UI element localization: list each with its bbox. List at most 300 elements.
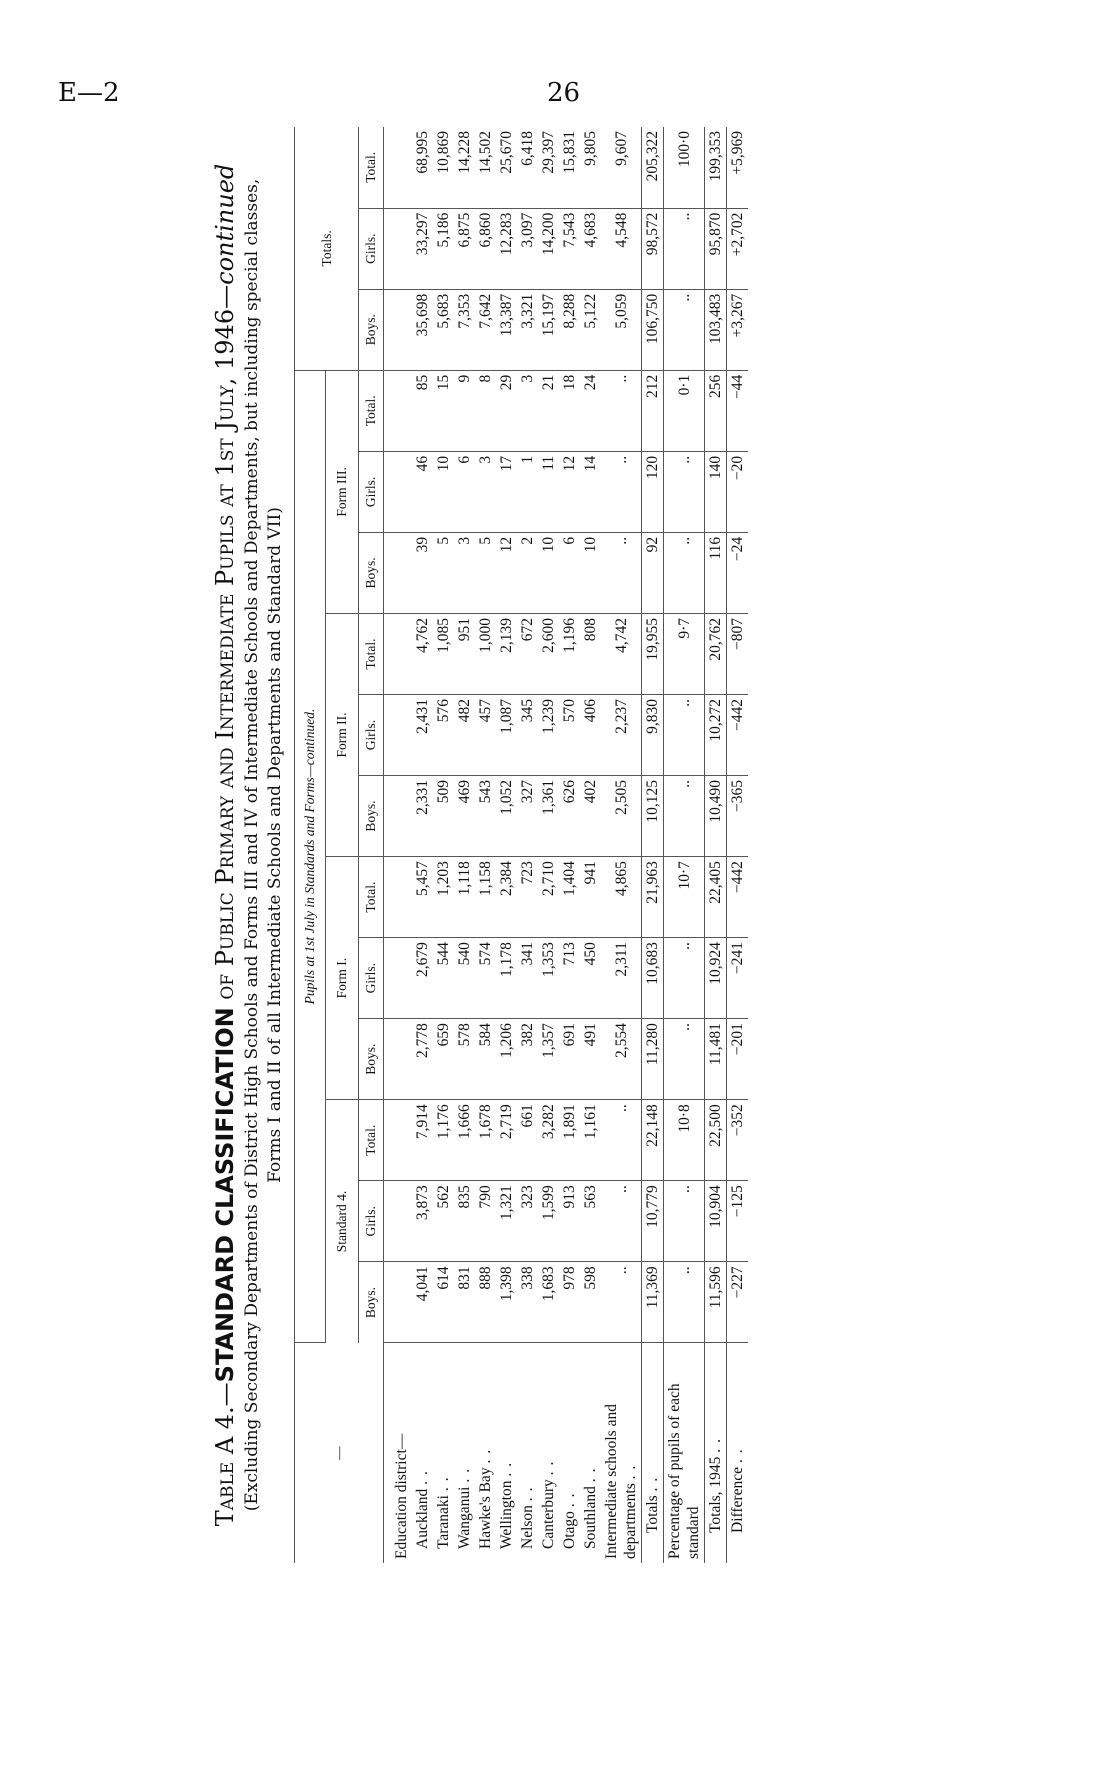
subheader-total: Total.	[359, 857, 384, 938]
difference-row	[727, 127, 749, 1563]
value-cell: 1,206	[496, 1019, 517, 1100]
value-cell: −352	[727, 1100, 749, 1181]
value-cell: ..	[664, 289, 705, 370]
value-cell: 1,085	[433, 613, 454, 694]
value-cell: 25,670	[496, 127, 517, 208]
value-cell: 341	[517, 938, 538, 1019]
value-cell: ..	[664, 451, 705, 532]
empty-cell	[384, 532, 413, 613]
value-cell: 626	[559, 776, 580, 857]
value-cell: 1	[517, 451, 538, 532]
subheader-total: Total.	[359, 1100, 384, 1181]
value-cell: 2,384	[496, 857, 517, 938]
row-leader: ..	[644, 1471, 661, 1492]
row-leader: ..	[729, 1443, 746, 1464]
row-label-text: Otago	[561, 1511, 578, 1549]
value-cell: 5,683	[433, 289, 454, 370]
value-cell: ..	[664, 208, 705, 289]
value-cell: ..	[601, 1262, 642, 1343]
value-cell: 450	[580, 938, 601, 1019]
value-cell: 2,505	[601, 776, 642, 857]
value-cell: 1,178	[496, 938, 517, 1019]
empty-cell	[384, 776, 413, 857]
value-cell: −365	[727, 776, 749, 857]
value-cell: 10,272	[705, 694, 727, 775]
value-cell: 2,554	[601, 1019, 642, 1100]
value-cell: 2,778	[412, 1019, 433, 1100]
value-cell: 1,361	[538, 776, 559, 857]
table-row	[433, 127, 454, 1563]
value-cell: 831	[454, 1262, 475, 1343]
value-cell: 205,322	[642, 127, 664, 208]
value-cell: 85	[412, 370, 433, 451]
title-prefix: Table A 4.—	[211, 1382, 239, 1527]
value-cell: 68,995	[412, 127, 433, 208]
rotated-table-block	[210, 127, 880, 1563]
table-row	[412, 127, 433, 1563]
row-label	[475, 1343, 496, 1563]
value-cell: 2,139	[496, 613, 517, 694]
table-row	[475, 127, 496, 1563]
row-label-text: Canterbury	[540, 1479, 557, 1549]
row-label-text: Taranaki	[435, 1495, 452, 1549]
value-cell: 14,228	[454, 127, 475, 208]
value-cell: 7,353	[454, 289, 475, 370]
value-cell: 913	[559, 1181, 580, 1262]
value-cell: ..	[664, 694, 705, 775]
value-cell: 11	[538, 451, 559, 532]
value-cell: −24	[727, 532, 749, 613]
row-label	[601, 1343, 642, 1563]
value-cell: 10,490	[705, 776, 727, 857]
value-cell: 1,666	[454, 1100, 475, 1181]
value-cell: 2,679	[412, 938, 433, 1019]
value-cell: 8	[475, 370, 496, 451]
value-cell: 100·0	[664, 127, 705, 208]
spanner-header: Pupils at 1st July in Standards and Forms—continued.	[295, 370, 326, 1343]
totals-1945-row	[705, 127, 727, 1563]
value-cell: 5	[475, 532, 496, 613]
value-cell: 691	[559, 1019, 580, 1100]
row-label	[642, 1343, 664, 1563]
value-cell: 2	[517, 532, 538, 613]
value-cell: 491	[580, 1019, 601, 1100]
value-cell: 10·8	[664, 1100, 705, 1181]
value-cell: 570	[559, 694, 580, 775]
subheader-boys: Boys.	[359, 289, 384, 370]
value-cell: 323	[517, 1181, 538, 1262]
totals-row	[642, 127, 664, 1563]
value-cell: 21,963	[642, 857, 664, 938]
value-cell: 10,869	[433, 127, 454, 208]
value-cell: 11,481	[705, 1019, 727, 1100]
value-cell: ..	[664, 1019, 705, 1100]
subheader-girls: Girls.	[359, 1181, 384, 1262]
empty-cell	[384, 857, 413, 938]
value-cell: −227	[727, 1262, 749, 1343]
value-cell: 15,197	[538, 289, 559, 370]
value-cell: 103,483	[705, 289, 727, 370]
value-cell: 9	[454, 370, 475, 451]
row-leader: ..	[561, 1487, 578, 1508]
row-leader: ..	[540, 1455, 557, 1476]
empty-cell	[384, 613, 413, 694]
classification-table	[294, 127, 748, 1563]
value-cell: 808	[580, 613, 601, 694]
value-cell: 116	[705, 532, 727, 613]
value-cell: 1,052	[496, 776, 517, 857]
value-cell: 713	[559, 938, 580, 1019]
value-cell: 3	[517, 370, 538, 451]
empty-cell	[384, 1181, 413, 1262]
row-leader: ..	[435, 1471, 452, 1492]
value-cell: 1,321	[496, 1181, 517, 1262]
empty-cell	[384, 1019, 413, 1100]
value-cell: 3	[475, 451, 496, 532]
value-cell: 10,683	[642, 938, 664, 1019]
row-label-text: Wanganui	[456, 1486, 473, 1549]
row-label-text: Southland	[582, 1486, 599, 1549]
subheader-girls: Girls.	[359, 938, 384, 1019]
value-cell: 6,875	[454, 208, 475, 289]
subheader-girls: Girls.	[359, 451, 384, 532]
value-cell: 10	[433, 451, 454, 532]
value-cell: 1,176	[433, 1100, 454, 1181]
value-cell: 14,502	[475, 127, 496, 208]
value-cell: 10	[538, 532, 559, 613]
value-cell: ..	[601, 1100, 642, 1181]
page-number: 26	[547, 78, 581, 108]
value-cell: 509	[433, 776, 454, 857]
row-label-text: Totals	[644, 1495, 661, 1533]
row-label-text: Difference	[729, 1467, 746, 1533]
value-cell: −807	[727, 613, 749, 694]
value-cell: 29,397	[538, 127, 559, 208]
value-cell: 10	[580, 532, 601, 613]
value-cell: ..	[664, 532, 705, 613]
row-label	[727, 1343, 749, 1563]
value-cell: 4,865	[601, 857, 642, 938]
value-cell: 10,924	[705, 938, 727, 1019]
value-cell: ..	[664, 938, 705, 1019]
row-label-text: Auckland	[414, 1488, 431, 1549]
value-cell: ..	[601, 370, 642, 451]
empty-cell	[384, 289, 413, 370]
table-row	[538, 127, 559, 1563]
value-cell: 835	[454, 1181, 475, 1262]
value-cell: 10,779	[642, 1181, 664, 1262]
value-cell: 9,607	[601, 127, 642, 208]
value-cell: 7,642	[475, 289, 496, 370]
value-cell: 2,600	[538, 613, 559, 694]
group-header-form-1: Form I.	[326, 857, 359, 1100]
value-cell: 17	[496, 451, 517, 532]
value-cell: 1,398	[496, 1262, 517, 1343]
value-cell: 20,762	[705, 613, 727, 694]
value-cell: 6	[559, 532, 580, 613]
value-cell: 92	[642, 532, 664, 613]
value-cell: 457	[475, 694, 496, 775]
table-body	[384, 127, 749, 1563]
value-cell: 951	[454, 613, 475, 694]
empty-cell	[384, 1100, 413, 1181]
value-cell: 7,914	[412, 1100, 433, 1181]
row-label	[454, 1343, 475, 1563]
value-cell: 1,891	[559, 1100, 580, 1181]
row-label-text: Wellington	[498, 1480, 515, 1549]
value-cell: 199,353	[705, 127, 727, 208]
value-cell: 120	[642, 451, 664, 532]
value-cell: 22,405	[705, 857, 727, 938]
value-cell: 578	[454, 1019, 475, 1100]
value-cell: 598	[580, 1262, 601, 1343]
row-label-text: Totals, 1945	[707, 1456, 724, 1533]
value-cell: ..	[601, 451, 642, 532]
value-cell: 1,353	[538, 938, 559, 1019]
value-cell: 576	[433, 694, 454, 775]
empty-cell	[384, 938, 413, 1019]
value-cell: 1,203	[433, 857, 454, 938]
value-cell: 9,805	[580, 127, 601, 208]
row-label	[664, 1343, 705, 1563]
value-cell: 6,418	[517, 127, 538, 208]
table-title	[210, 127, 240, 1563]
value-cell: 3,321	[517, 289, 538, 370]
value-cell: 5,457	[412, 857, 433, 938]
value-cell: 140	[705, 451, 727, 532]
row-label	[517, 1343, 538, 1563]
value-cell: 469	[454, 776, 475, 857]
value-cell: 46	[412, 451, 433, 532]
value-cell: 11,369	[642, 1262, 664, 1343]
row-leader: ..	[456, 1462, 473, 1483]
value-cell: 540	[454, 938, 475, 1019]
value-cell: 21	[538, 370, 559, 451]
value-cell: 3	[454, 532, 475, 613]
value-cell: 1,000	[475, 613, 496, 694]
value-cell: 24	[580, 370, 601, 451]
value-cell: ..	[601, 1181, 642, 1262]
value-cell: 5,059	[601, 289, 642, 370]
value-cell: 482	[454, 694, 475, 775]
value-cell: 2,331	[412, 776, 433, 857]
value-cell: 256	[705, 370, 727, 451]
value-cell: 1,161	[580, 1100, 601, 1181]
row-leader: ..	[519, 1481, 536, 1502]
value-cell: 9,830	[642, 694, 664, 775]
value-cell: 382	[517, 1019, 538, 1100]
value-cell: 2,431	[412, 694, 433, 775]
value-cell: 327	[517, 776, 538, 857]
table-row	[517, 127, 538, 1563]
value-cell: 406	[580, 694, 601, 775]
value-cell: 12	[559, 451, 580, 532]
value-cell: 6,860	[475, 208, 496, 289]
value-cell: 11,596	[705, 1262, 727, 1343]
value-cell: 13,387	[496, 289, 517, 370]
empty-cell	[384, 451, 413, 532]
value-cell: 543	[475, 776, 496, 857]
empty-cell	[384, 370, 413, 451]
row-label	[412, 1343, 433, 1563]
table-row	[601, 127, 642, 1563]
value-cell: 95,870	[705, 208, 727, 289]
value-cell: 5,186	[433, 208, 454, 289]
value-cell: 39	[412, 532, 433, 613]
value-cell: 10,904	[705, 1181, 727, 1262]
stub-header: —	[295, 1343, 384, 1563]
group-header-form-2: Form II.	[326, 613, 359, 856]
value-cell: 6	[454, 451, 475, 532]
value-cell: 4,041	[412, 1262, 433, 1343]
value-cell: 14	[580, 451, 601, 532]
value-cell: 2,719	[496, 1100, 517, 1181]
value-cell: 888	[475, 1262, 496, 1343]
empty-cell	[384, 208, 413, 289]
value-cell: −442	[727, 857, 749, 938]
value-cell: 563	[580, 1181, 601, 1262]
value-cell: 5,122	[580, 289, 601, 370]
value-cell: 8,288	[559, 289, 580, 370]
table-row	[496, 127, 517, 1563]
table-row	[559, 127, 580, 1563]
row-label	[559, 1343, 580, 1563]
value-cell: 5	[433, 532, 454, 613]
value-cell: 22,500	[705, 1100, 727, 1181]
value-cell: −44	[727, 370, 749, 451]
value-cell: 18	[559, 370, 580, 451]
subheader-boys: Boys.	[359, 776, 384, 857]
value-cell: 2,311	[601, 938, 642, 1019]
group-header-totals: Totals.	[295, 127, 359, 370]
value-cell: 98,572	[642, 208, 664, 289]
value-cell: 4,762	[412, 613, 433, 694]
value-cell: 3,097	[517, 208, 538, 289]
value-cell: 978	[559, 1262, 580, 1343]
value-cell: 661	[517, 1100, 538, 1181]
row-leader: ..	[582, 1462, 599, 1483]
group-header-standard-4: Standard 4.	[326, 1100, 359, 1343]
value-cell: 3,282	[538, 1100, 559, 1181]
row-label	[496, 1343, 517, 1563]
row-leader: ..	[622, 1459, 639, 1480]
empty-cell	[384, 694, 413, 775]
value-cell: 19,955	[642, 613, 664, 694]
value-cell: 29	[496, 370, 517, 451]
value-cell: 0·1	[664, 370, 705, 451]
value-cell: 2,710	[538, 857, 559, 938]
value-cell: 4,548	[601, 208, 642, 289]
subheader-boys: Boys.	[359, 532, 384, 613]
row-label-text: Nelson	[519, 1505, 536, 1549]
page-reference: E—2	[58, 78, 120, 108]
row-label	[433, 1343, 454, 1563]
value-cell: +3,267	[727, 289, 749, 370]
value-cell: 2,237	[601, 694, 642, 775]
value-cell: −20	[727, 451, 749, 532]
title-main: STANDARD CLASSIFICATION	[211, 1007, 239, 1383]
value-cell: 212	[642, 370, 664, 451]
value-cell: 33,297	[412, 208, 433, 289]
value-cell: 14,200	[538, 208, 559, 289]
value-cell: 35,698	[412, 289, 433, 370]
table-subtitle-line-1: (Excluding Secondary Departments of District High Schools and Forms III and IV of Intermediate Schools and Departments, but including special classes,	[242, 178, 262, 1512]
value-cell: 338	[517, 1262, 538, 1343]
value-cell: +5,969	[727, 127, 749, 208]
value-cell: 1,239	[538, 694, 559, 775]
value-cell: 1,404	[559, 857, 580, 938]
value-cell: 345	[517, 694, 538, 775]
subheader-total: Total.	[359, 613, 384, 694]
subheader-girls: Girls.	[359, 208, 384, 289]
table-row	[454, 127, 475, 1563]
value-cell: 10,125	[642, 776, 664, 857]
value-cell: ..	[664, 1262, 705, 1343]
value-cell: +2,702	[727, 208, 749, 289]
value-cell: 584	[475, 1019, 496, 1100]
row-label-text: Hawke's Bay	[477, 1467, 494, 1549]
row-leader: ..	[707, 1432, 724, 1453]
value-cell: −201	[727, 1019, 749, 1100]
value-cell: 1,678	[475, 1100, 496, 1181]
value-cell: 1,158	[475, 857, 496, 938]
value-cell: 1,357	[538, 1019, 559, 1100]
value-cell: ..	[664, 776, 705, 857]
empty-cell	[384, 1262, 413, 1343]
value-cell: 1,087	[496, 694, 517, 775]
row-leader: ..	[477, 1443, 494, 1464]
row-label	[538, 1343, 559, 1563]
value-cell: 4,683	[580, 208, 601, 289]
value-cell: 1,599	[538, 1181, 559, 1262]
subheader-boys: Boys.	[359, 1262, 384, 1343]
value-cell: 4,742	[601, 613, 642, 694]
value-cell: 790	[475, 1181, 496, 1262]
value-cell: 106,750	[642, 289, 664, 370]
value-cell: ..	[664, 1181, 705, 1262]
value-cell: ..	[601, 532, 642, 613]
table-row	[580, 127, 601, 1563]
value-cell: 941	[580, 857, 601, 938]
percentage-row	[664, 127, 705, 1563]
value-cell: 1,683	[538, 1262, 559, 1343]
value-cell: 15	[433, 370, 454, 451]
value-cell: 12	[496, 532, 517, 613]
value-cell: 1,118	[454, 857, 475, 938]
value-cell: 7,543	[559, 208, 580, 289]
subheader-girls: Girls.	[359, 694, 384, 775]
row-label	[580, 1343, 601, 1563]
value-cell: 659	[433, 1019, 454, 1100]
value-cell: 614	[433, 1262, 454, 1343]
subheader-total: Total.	[359, 127, 384, 208]
section-row	[384, 127, 413, 1563]
value-cell: 11,280	[642, 1019, 664, 1100]
value-cell: 3,873	[412, 1181, 433, 1262]
subheader-total: Total.	[359, 370, 384, 451]
value-cell: 10·7	[664, 857, 705, 938]
value-cell: 562	[433, 1181, 454, 1262]
value-cell: 22,148	[642, 1100, 664, 1181]
row-leader: ..	[414, 1465, 431, 1485]
value-cell: 402	[580, 776, 601, 857]
value-cell: 1,196	[559, 613, 580, 694]
value-cell: −125	[727, 1181, 749, 1262]
value-cell: −442	[727, 694, 749, 775]
value-cell: 574	[475, 938, 496, 1019]
value-cell: 723	[517, 857, 538, 938]
table-subtitle-line-2: Forms I and II of all Intermediate Schools and Departments and Standard VII)	[265, 507, 285, 1183]
